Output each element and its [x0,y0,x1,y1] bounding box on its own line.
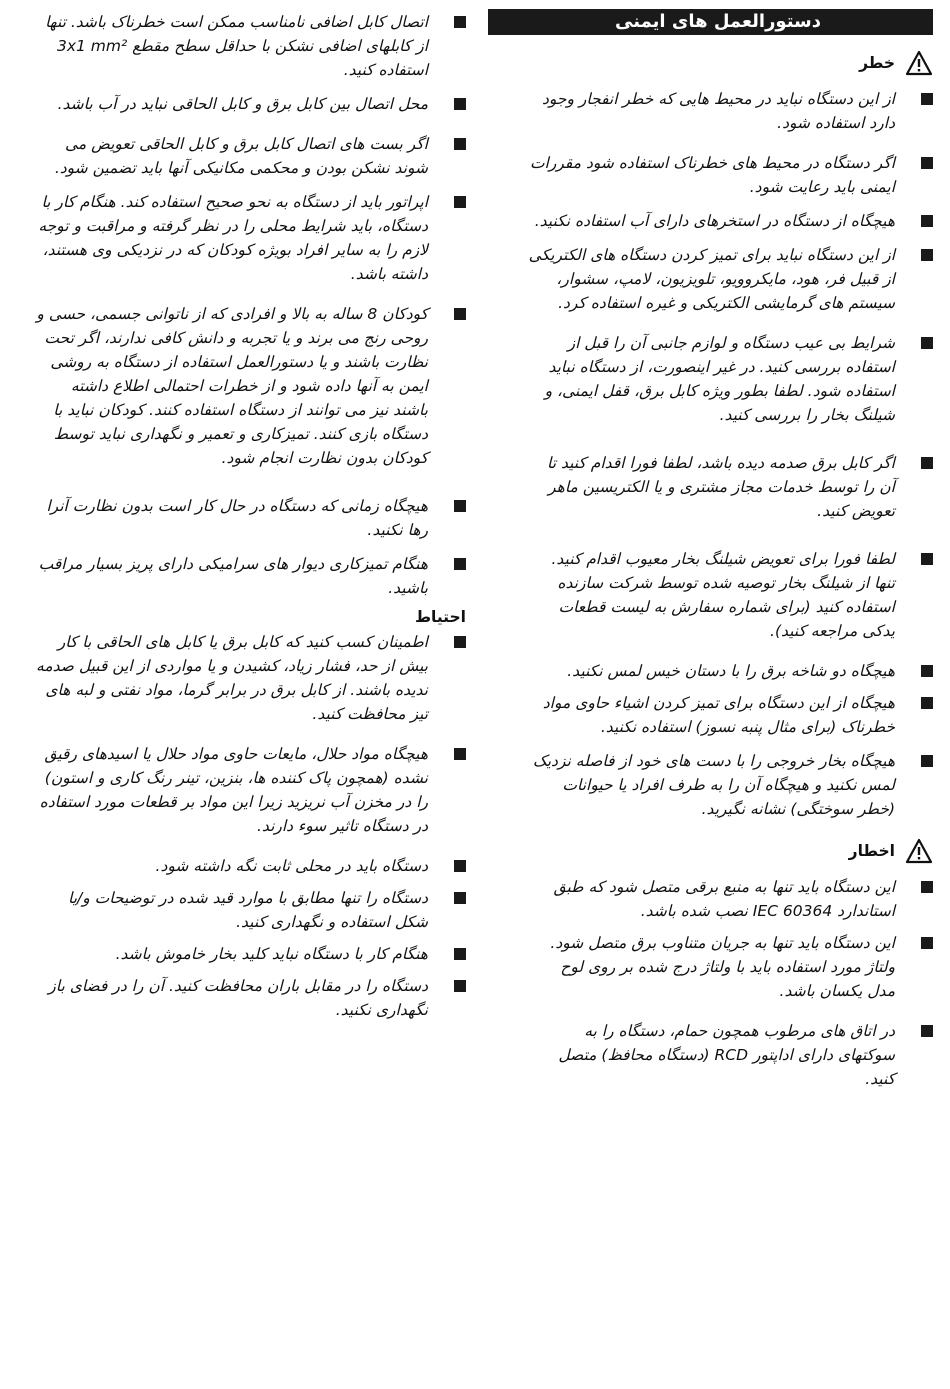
bullet-icon [921,249,933,261]
list-item [488,547,933,643]
bullet-icon [454,860,466,872]
page-title: دستورالعمل های ایمنی [488,9,933,35]
warning-triangle-icon [905,838,933,864]
list-item-text: محل اتصال بین کابل برق و کابل الحاقی نباید در آب باشد. [57,95,428,113]
list-item [34,942,466,966]
list-item-text: شرایط بی عیب دستگاه و لوازم جانبی آن را قبل از استفاده بررسی کنید. در غیر اینصورت، از دستگاه نباید استفاده شود. لطفا بطور ویژه کابل برق، قفل ایمنی، و شیلنگ بخار را بررسی کنید. [544,334,895,424]
list-item-text: این دستگاه باید تنها به جریان متناوب برق متصل شود. ولتاژ مورد استفاده باید با ولتاژ درج شده بر روی لوح مدل یکسان باشد. [550,934,895,1000]
bullet-icon [454,500,466,512]
bullet-icon [454,748,466,760]
list-item-text: هیچگاه زمانی که دستگاه در حال کار است بدون نظارت آنرا رها نکنید. [46,497,428,539]
list-item [488,875,933,923]
list-item [34,854,466,878]
warning-heading-label: اخطار [848,842,895,860]
warning-triangle-icon [905,50,933,76]
list-item-text: اگر دستگاه در محیط های خطرناک استفاده شود مقررات ایمنی باید رعایت شود. [529,154,895,196]
bullet-icon [921,553,933,565]
list-item-text: در اتاق های مرطوب همچون حمام، دستگاه را به سوکتهای دارای اداپتور RCD (دستگاه محافظ) متصل کنید. [558,1022,895,1088]
list-item [34,552,466,600]
bullet-icon [454,558,466,570]
list-item [488,209,933,233]
bullet-icon [921,881,933,893]
list-item-text: اپراتور باید از دستگاه به نحو صحیح استفاده کند. هنگام کار با دستگاه، باید شرایط محلی را در نظر گرفته و مراقبت و توجه لازم را به سایر افراد بویژه کودکان که در نزدیکی وی هستند، داشته باشد. [38,193,428,283]
bullet-icon [921,665,933,677]
list-item [34,630,466,726]
list-item [488,331,933,427]
bullet-icon [454,98,466,110]
bullet-icon [454,308,466,320]
list-item-text: اطمینان کسب کنید که کابل برق یا کابل های الحاقی با کار بیش از حد، فشار زیاد، کشیدن و یا مواردی از این قبیل صدمه ندیده باشند. از کابل برق در برابر گرما، مواد نفتی و لبه های تیز محافظت کنید. [36,633,428,723]
bullet-icon [921,755,933,767]
list-item-text: از این دستگاه نباید برای تمیز کردن دستگاه های الکتریکی از قبیل فر، هود، مایکروویو، تلویزیون، لامپ، سشوار، سیستم های گرمایشی الکتریکی و غیره استفاده کرد. [528,246,895,312]
list-item-text: از این دستگاه نباید در محیط هایی که خطر انفجار وجود دارد استفاده شود. [541,90,895,132]
list-item-text: اتصال کابل اضافی نامناسب ممکن است خطرناک باشد. تنها از کابلهای اضافی نشکن با حداقل سطح مقطع 3x1 mm² استفاده کنید. [45,13,428,79]
list-item-text: دستگاه را تنها مطابق با موارد قید شده در توضیحات و/یا شکل استفاده و نگهداری کنید. [68,889,428,931]
list-item-text: اگر بست های اتصال کابل برق و کابل الحاقی تعویض می شوند نشکن بودن و محکمی مکانیکی آنها باید تضمین شود. [54,135,428,177]
bullet-icon [454,138,466,150]
bullet-icon [454,636,466,648]
list-item [488,1019,933,1091]
list-item [34,190,466,286]
danger-heading-label: خطر [859,54,895,72]
list-item [488,749,933,821]
bullet-icon [921,215,933,227]
list-item-text: هنگام تمیزکاری دیوار های سرامیکی دارای پریز بسیار مراقب باشید. [38,555,428,597]
list-item [488,659,933,683]
caution-heading: احتیاط [414,608,466,626]
list-item [34,974,466,1022]
left-column [34,10,466,1030]
warning-heading [488,837,933,865]
bullet-icon [454,16,466,28]
danger-heading [488,49,933,77]
list-item [488,87,933,135]
bullet-icon [454,892,466,904]
list-item-text: هیچگاه از دستگاه در استخرهای دارای آب استفاده نکنید. [534,212,895,230]
list-item-text: هیچگاه بخار خروجی را با دست های خود از فاصله نزدیک لمس نکنید و هیچگاه آن را به طرف افراد یا حیوانات (خطر سوختگی) نشانه نگیرید. [532,752,895,818]
list-item [488,691,933,739]
list-item [488,243,933,315]
list-item [34,92,466,116]
list-item [34,132,466,180]
list-item-text: هیچگاه مواد حلال، مایعات حاوی مواد حلال یا اسیدهای رقیق نشده (همچون پاک کننده ها، بنزین، تینر رنگ کاری و استون) را در مخزن آب نریزید زیرا این مواد بر قطعات مورد استفاده در دستگاه تاثیر سوء دارند. [39,745,428,835]
list-item-text: هیچگاه دو شاخه برق را با دستان خیس لمس نکنید. [567,662,895,680]
bullet-icon [921,1025,933,1037]
list-item-text: لطفا فورا برای تعویض شیلنگ بخار معیوب اقدام کنید. تنها از شیلنگ بخار توصیه شده توسط شرکت سازنده استفاده کنید (برای شماره سفارش به لیست قطعات یدکی مراجعه کنید). [551,550,895,640]
list-item-text: هنگام کار با دستگاه نباید کلید بخار خاموش باشد. [115,945,428,963]
bullet-icon [454,196,466,208]
list-item [488,931,933,1003]
bullet-icon [921,337,933,349]
list-item-text: دستگاه را در مقابل باران محافظت کنید. آن را در فضای باز نگهداری نکنید. [48,977,428,1019]
bullet-icon [921,457,933,469]
list-item [488,151,933,199]
list-item-text: کودکان 8 ساله به بالا و افرادی که از ناتوانی جسمی، حسی و روحی رنج می برند و یا تجربه و دانش کافی ندارند، اگر تحت نظارت باشند و یا دستورالعمل استفاده از دستگاه به روشی ایمن به آنها داده شود و از خطرات احتمالی اطلاع داشته باشند نیز می توانند از دستگاه استفاده کنند. کودکان نباید با دستگاه بازی کنند. تمیزکاری و تعمیر و نگهداری نباید توسط کودکان بدون نظارت انجام شود. [36,305,428,467]
list-item-text: هیچگاه از این دستگاه برای تمیز کردن اشیاء حاوی مواد خطرناک (برای مثال پنبه نسوز) استفاده نکنید. [542,694,895,736]
bullet-icon [454,980,466,992]
list-item-text: دستگاه باید در محلی ثابت نگه داشته شود. [155,857,428,875]
list-item-text: این دستگاه باید تنها به منبع برقی متصل شود که طبق استاندارد IEC 60364 نصب شده باشد. [553,878,895,920]
list-item [34,10,466,82]
list-item [34,742,466,838]
list-item [488,451,933,523]
bullet-icon [921,697,933,709]
list-item [34,886,466,934]
bullet-icon [921,157,933,169]
bullet-icon [921,93,933,105]
right-column [488,0,933,1099]
bullet-icon [454,948,466,960]
list-item [34,494,466,542]
list-item-text: اگر کابل برق صدمه دیده باشد، لطفا فورا اقدام کنید تا آن را توسط خدمات مجاز مشتری و یا الکتریسین ماهر تعویض کنید. [547,454,895,520]
list-item [34,302,466,470]
bullet-icon [921,937,933,949]
